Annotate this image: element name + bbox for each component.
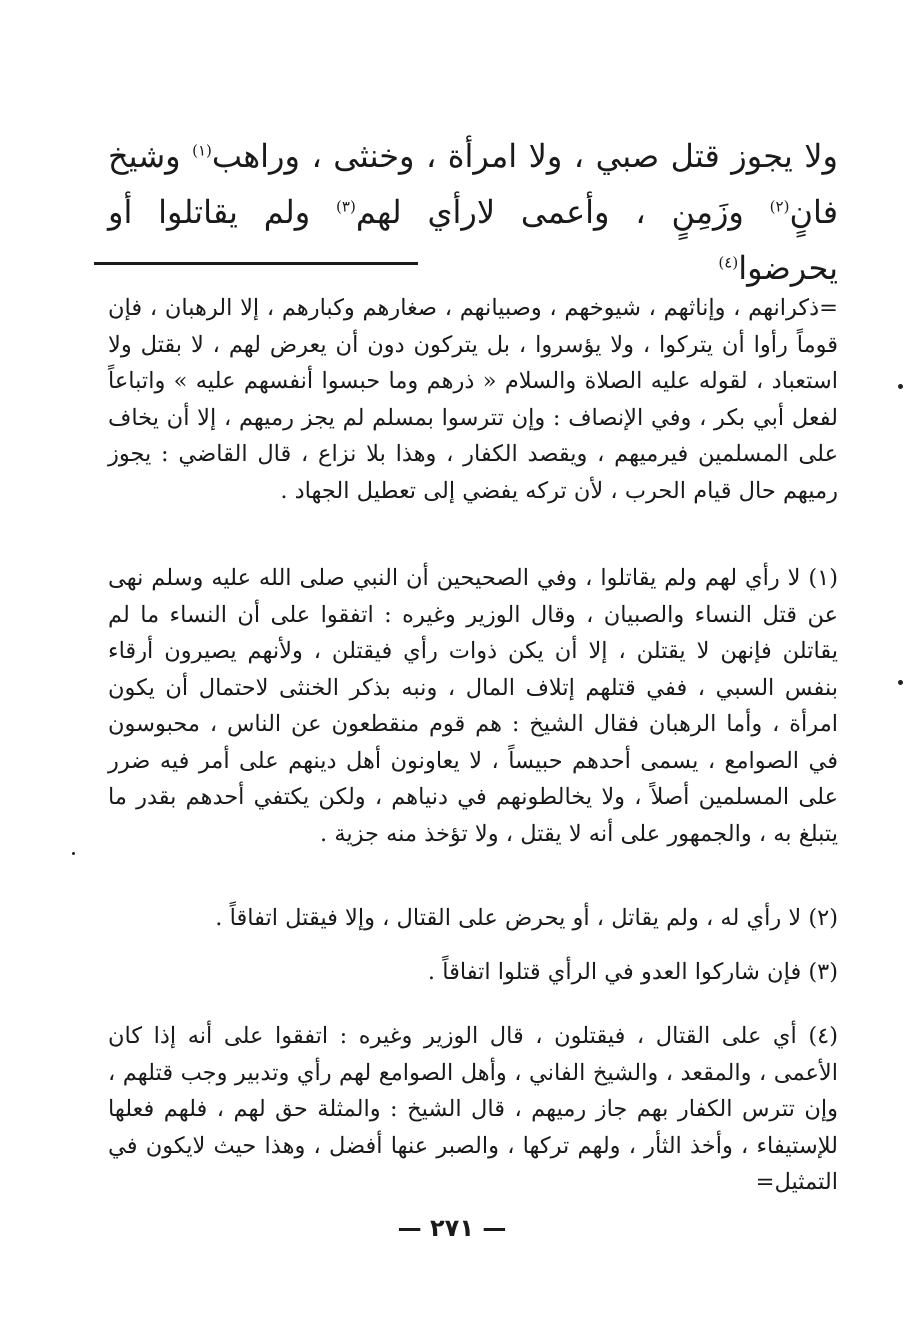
- main-text-part-1: ولا يجوز قتل صبي ، ولا امرأة ، وخنثى ، وراهب: [211, 137, 839, 175]
- main-text-part-4: ولم يقاتلوا أو يحرضوا: [108, 193, 838, 287]
- scan-edge-mark: [898, 680, 903, 685]
- scan-edge-mark: [898, 384, 903, 389]
- footnote-ref-4: (٤): [718, 253, 739, 272]
- footnote-ref-1: (١): [192, 141, 212, 160]
- main-text-part-3: وزَمِنٍ ، وأعمى لارأي لهم: [355, 193, 770, 231]
- footnote-3: (٣) فإن شاركوا العدو في الرأي قتلوا اتفاقاً .: [427, 959, 838, 985]
- footnote-4: (٤) أي على القتال ، فيقتلون ، قال الوزير وغيره : اتفقوا على أنه إذا كان الأعمى ، والمقعد ، والشيخ الفاني ، وأهل الصوامع لهم رأي وتدبير وجب قتلهم ، وإن تترس الكفار بهم جاز رميهم ، قال الشيخ : والمثلة حق لهم ، فلهم فعلها للإستيفاء ، وأخذ الثأر ، ولهم تركها ، والصبر عنها أفضل ، وهذا حيث لايكون في التمثيل=: [108, 1023, 838, 1195]
- main-paragraph: [108, 128, 838, 296]
- page-number: — ٢٧١ —: [397, 1214, 507, 1242]
- footnote-1: (١) لا رأي لهم ولم يقاتلوا ، وفي الصحيحين أن النبي صلى الله عليه وسلم نهى عن قتل النساء والصبيان ، وقال الوزير وغيره : اتفقوا على أن النساء ما لم يقاتلن فإنهن لا يقتلن ، إلا أن يكن ذوات رأي فيقتلن ، ولأنهم يصيرون أرقاء بنفس السبي ، ففي قتلهم إتلاف المال ، ونبه بذكر الخنثى لاحتمال أن يكون امرأة ، وأما الرهبان فقال الشيخ : هم قوم منقطعون عن الناس ، محبوسون في الصوامع ، يسمى أحدهم حبيساً ، لا يعاونون أهل دينهم على أمر فيه ضرر على المسلمين أصلاً ، ولا يخالطونهم في دنياهم ، ولكن يكتفي أحدهم بقدر ما يتبلغ به ، والجمهور على أنه لا يقتل ، ولا تؤخذ منه جزية .: [108, 565, 838, 847]
- main-text-part-2: وشيخ فانٍ: [108, 137, 838, 231]
- footnote-ref-3: (٣): [336, 197, 356, 216]
- footnote-continuation: =ذكرانهم ، وإناثهم ، شيوخهم ، وصبيانهم ، صغارهم وكبارهم ، إلا الرهبان ، فإن قوماً رأوا أن يتركوا ، ولا يؤسروا ، بل يتركون دون أن يعرض لهم ، لا بقتل ولا استعباد ، لقوله عليه الصلاة والسلام « ذرهم وما حبسوا أنفسهم عليه » واتباعاً لفعل أبي بكر ، وفي الإنصاف : وإن تترسوا بمسلم لم يجز رميهم ، إلا أن يخاف على المسلمين فيرميهم ، ويقصد الكفار ، وهذا بلا نزاع ، قال القاضي : يجوز رميهم حال قيام الحرب ، لأن تركه يفضي إلى تعطيل الجهاد .: [108, 295, 838, 504]
- scan-dust-mark: [72, 852, 75, 855]
- footnote-ref-2: (٢): [769, 197, 790, 216]
- footnote-2: (٢) لا رأي له ، ولم يقاتل ، أو يحرض على القتال ، وإلا فيقتل اتفاقاً .: [215, 905, 838, 931]
- footnote-separator-rule: [94, 262, 418, 265]
